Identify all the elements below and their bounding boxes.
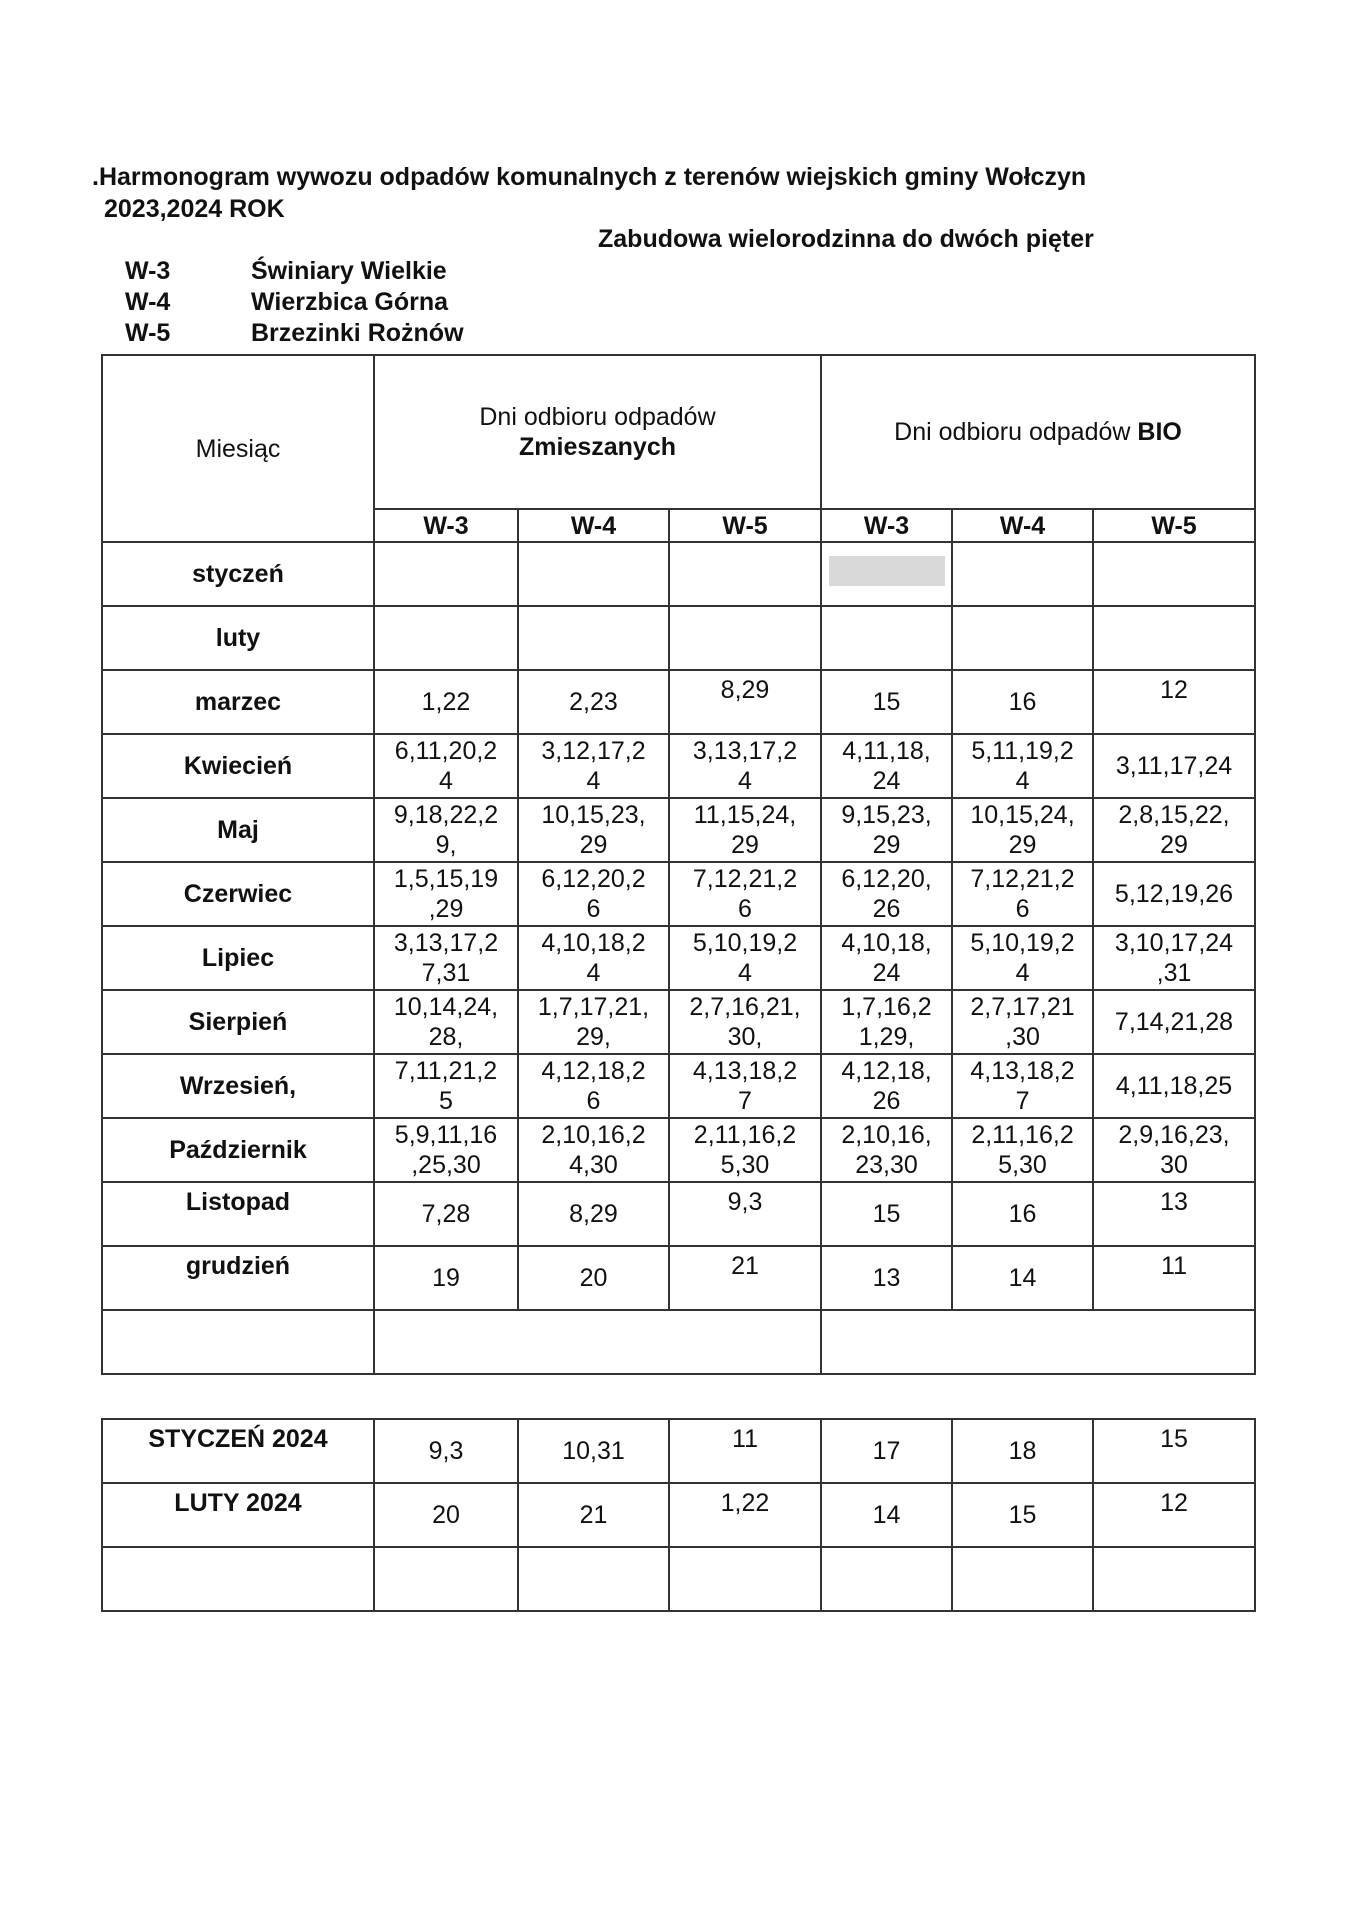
pickup-days: 12 xyxy=(1160,1489,1188,1517)
pickup-days-cell xyxy=(669,990,821,1054)
pickup-days-cell xyxy=(669,606,821,670)
pickup-days-cell xyxy=(518,990,669,1054)
pickup-days-cell xyxy=(374,862,518,926)
pickup-days: 4,13,18,2 7 xyxy=(970,1057,1075,1115)
pickup-days-cell xyxy=(669,1419,821,1483)
pickup-days: 2,9,16,23, 30 xyxy=(1118,1121,1230,1179)
pickup-days: 4,11,18,25 xyxy=(1115,1072,1233,1100)
table-row xyxy=(102,1182,1255,1246)
pickup-days-cell xyxy=(821,606,952,670)
pickup-days-cell xyxy=(518,606,669,670)
pickup-days: 15 xyxy=(872,1200,901,1228)
pickup-days-cell xyxy=(518,734,669,798)
subcolumn-header: W-5 xyxy=(669,509,821,542)
table-row xyxy=(102,1483,1255,1547)
pickup-days-cell xyxy=(952,990,1093,1054)
pickup-days: 10,14,24, 28, xyxy=(393,993,499,1051)
pickup-days: 2,7,16,21, 30, xyxy=(689,993,801,1051)
month-label: luty xyxy=(102,606,374,670)
document-title: .Harmonogram wywozu odpadów komunalnych z terenów wiejskich gminy Wołczyn xyxy=(92,163,1087,191)
pickup-days-cell xyxy=(821,1419,952,1483)
pickup-days-cell xyxy=(518,862,669,926)
pickup-days: 6,12,20,2 6 xyxy=(541,865,646,923)
pickup-days-cell xyxy=(952,1054,1093,1118)
pickup-days: 11,15,24, 29 xyxy=(693,801,797,859)
pickup-days: 13 xyxy=(1160,1188,1188,1216)
pickup-days-cell xyxy=(518,1246,669,1310)
month-label: Wrzesień, xyxy=(102,1054,374,1118)
pickup-days-cell xyxy=(952,1182,1093,1246)
pickup-days: 19 xyxy=(432,1264,460,1292)
legend-name: Wierzbica Górna xyxy=(251,288,449,316)
pickup-days-cell xyxy=(374,734,518,798)
pickup-days-cell xyxy=(821,1182,952,1246)
pickup-days-cell xyxy=(1093,1118,1255,1182)
pickup-days-cell xyxy=(952,542,1093,606)
pickup-days: 15 xyxy=(1008,1501,1037,1529)
pickup-days-cell xyxy=(669,542,821,606)
pickup-days-cell xyxy=(669,734,821,798)
pickup-days: 11 xyxy=(732,1425,758,1453)
table-row xyxy=(102,1118,1255,1182)
pickup-days: 16 xyxy=(1008,1200,1037,1228)
pickup-days-cell xyxy=(952,734,1093,798)
pickup-days: 21 xyxy=(731,1252,759,1280)
pickup-days: 9,3 xyxy=(727,1188,763,1216)
month-label: styczeń xyxy=(102,542,374,606)
schedule-table xyxy=(101,354,1256,1375)
bio-waste-header xyxy=(821,355,1255,509)
table-row xyxy=(102,990,1255,1054)
subcolumn-header: W-3 xyxy=(821,509,952,542)
pickup-days: 7,11,21,2 5 xyxy=(394,1057,498,1115)
pickup-days-cell xyxy=(374,1118,518,1182)
pickup-days: 2,8,15,22, 29 xyxy=(1118,801,1230,859)
pickup-days-cell xyxy=(821,926,952,990)
pickup-days: 5,12,19,26 xyxy=(1114,880,1234,908)
legend-code: W-5 xyxy=(125,319,171,347)
pickup-days: 8,29 xyxy=(720,676,770,704)
bio-header-prefix: Dni odbioru odpadów xyxy=(894,418,1138,446)
legend-name: Brzezinki Rożnów xyxy=(251,319,464,347)
pickup-days-cell xyxy=(374,1054,518,1118)
pickup-days-cell xyxy=(952,670,1093,734)
table-row xyxy=(102,1054,1255,1118)
pickup-days: 6,12,20, 26 xyxy=(841,865,932,923)
pickup-days-cell xyxy=(374,1246,518,1310)
pickup-days-cell xyxy=(669,1483,821,1547)
bio-header-bold: BIO xyxy=(1137,418,1182,446)
pickup-days: 3,12,17,2 4 xyxy=(541,737,646,795)
month-label: Lipiec xyxy=(102,926,374,990)
subcolumn-header: W-4 xyxy=(518,509,669,542)
pickup-days: 20 xyxy=(432,1501,460,1529)
pickup-days-cell xyxy=(518,1419,669,1483)
pickup-days: 6,11,20,2 4 xyxy=(394,737,498,795)
pickup-days: 5,9,11,16 ,25,30 xyxy=(394,1121,498,1179)
document-subtitle: 2023,2024 ROK xyxy=(104,195,285,223)
pickup-days-cell xyxy=(1093,542,1255,606)
pickup-days: 4,10,18, 24 xyxy=(841,929,932,987)
empty-cell xyxy=(952,1547,1093,1611)
pickup-days-cell xyxy=(821,990,952,1054)
pickup-days-cell xyxy=(821,798,952,862)
pickup-days: 10,15,24, 29 xyxy=(970,801,1075,859)
pickup-days-cell xyxy=(952,1246,1093,1310)
pickup-days: 17 xyxy=(872,1437,901,1465)
pickup-days: 3,10,17,24 ,31 xyxy=(1114,929,1234,987)
pickup-days-cell xyxy=(821,1054,952,1118)
table-row xyxy=(102,670,1255,734)
pickup-days: 2,23 xyxy=(569,688,618,716)
month-label: Czerwiec xyxy=(102,862,374,926)
mixed-header-line2: Zmieszanych xyxy=(519,433,677,461)
pickup-days: 10,31 xyxy=(562,1437,625,1465)
legend-item xyxy=(125,287,464,318)
empty-cell xyxy=(821,1310,1255,1374)
pickup-days: 3,11,17,24 xyxy=(1115,752,1233,780)
pickup-days: 9,15,23, 29 xyxy=(841,801,932,859)
pickup-days-cell xyxy=(669,926,821,990)
month-label: Listopad xyxy=(102,1182,374,1246)
pickup-days-cell xyxy=(518,1483,669,1547)
pickup-days-cell xyxy=(669,798,821,862)
legend-item xyxy=(125,256,464,287)
pickup-days: 2,11,16,2 5,30 xyxy=(693,1121,797,1179)
pickup-days: 2,7,17,21 ,30 xyxy=(970,993,1075,1051)
area-legend xyxy=(125,256,464,349)
pickup-days: 7,14,21,28 xyxy=(1114,1008,1234,1036)
empty-cell xyxy=(669,1547,821,1611)
pickup-days-cell xyxy=(1093,670,1255,734)
pickup-days: 18 xyxy=(1008,1437,1037,1465)
pickup-days: 2,10,16, 23,30 xyxy=(841,1121,932,1179)
pickup-days-cell xyxy=(518,1182,669,1246)
pickup-days: 15 xyxy=(872,688,901,716)
legend-code: W-4 xyxy=(125,288,171,316)
pickup-days: 4,11,18, 24 xyxy=(842,737,931,795)
pickup-days-cell xyxy=(952,862,1093,926)
pickup-days-cell xyxy=(374,670,518,734)
pickup-days: 14 xyxy=(1008,1264,1037,1292)
pickup-days-cell xyxy=(374,1182,518,1246)
pickup-days: 9,3 xyxy=(428,1437,464,1465)
empty-cell xyxy=(374,1547,518,1611)
empty-cell xyxy=(518,1547,669,1611)
pickup-days: 4,12,18,2 6 xyxy=(541,1057,646,1115)
month-label: LUTY 2024 xyxy=(102,1483,374,1547)
month-label: marzec xyxy=(102,670,374,734)
pickup-days-cell xyxy=(374,1483,518,1547)
empty-cell xyxy=(102,1310,374,1374)
pickup-days-cell xyxy=(1093,1246,1255,1310)
pickup-days-cell xyxy=(1093,1054,1255,1118)
pickup-days: 16 xyxy=(1008,688,1037,716)
pickup-days-cell xyxy=(518,1118,669,1182)
pickup-days: 12 xyxy=(1160,676,1188,704)
subcolumn-header: W-5 xyxy=(1093,509,1255,542)
month-label: Październik xyxy=(102,1118,374,1182)
subcolumn-header: W-3 xyxy=(374,509,518,542)
pickup-days: 9,18,22,2 9, xyxy=(393,801,499,859)
pickup-days-cell xyxy=(1093,798,1255,862)
pickup-days-cell xyxy=(1093,606,1255,670)
pickup-days-cell xyxy=(374,798,518,862)
pickup-days-cell xyxy=(374,1419,518,1483)
pickup-days: 15 xyxy=(1160,1425,1188,1453)
pickup-days: 8,29 xyxy=(569,1200,618,1228)
pickup-days: 10,15,23, 29 xyxy=(541,801,646,859)
pickup-days: 13 xyxy=(872,1264,901,1292)
pickup-days-cell xyxy=(669,670,821,734)
pickup-days-cell xyxy=(518,926,669,990)
pickup-days-cell xyxy=(952,1483,1093,1547)
pickup-days: 1,5,15,19 ,29 xyxy=(393,865,499,923)
table-row xyxy=(102,926,1255,990)
pickup-days: 1,7,17,21, 29, xyxy=(537,993,650,1051)
pickup-days-cell xyxy=(952,798,1093,862)
pickup-days-cell xyxy=(1093,926,1255,990)
month-label: STYCZEŃ 2024 xyxy=(102,1419,374,1483)
table-row xyxy=(102,734,1255,798)
legend-item xyxy=(125,318,464,349)
pickup-days-cell xyxy=(374,926,518,990)
pickup-days: 1,7,16,2 1,29, xyxy=(841,993,932,1051)
mixed-header-line1: Dni odbioru odpadów xyxy=(479,403,716,431)
pickup-days-cell xyxy=(952,1118,1093,1182)
schedule-table-2024 xyxy=(101,1418,1256,1612)
legend-name: Świniary Wielkie xyxy=(251,257,447,285)
pickup-days-cell xyxy=(821,542,952,606)
pickup-days-cell xyxy=(1093,1419,1255,1483)
table-row xyxy=(102,1419,1255,1483)
pickup-days: 2,11,16,2 5,30 xyxy=(971,1121,1074,1179)
empty-cell xyxy=(821,1547,952,1611)
pickup-days-cell xyxy=(374,990,518,1054)
pickup-days-cell xyxy=(821,1118,952,1182)
pickup-days: 2,10,16,2 4,30 xyxy=(541,1121,646,1179)
month-header: Miesiąc xyxy=(102,355,374,542)
table-row xyxy=(102,1246,1255,1310)
month-label: Sierpień xyxy=(102,990,374,1054)
pickup-days: 5,10,19,2 4 xyxy=(970,929,1075,987)
pickup-days: 4,12,18, 26 xyxy=(841,1057,932,1115)
pickup-days: 7,12,21,2 6 xyxy=(692,865,798,923)
pickup-days-cell xyxy=(821,734,952,798)
pickup-days: 11 xyxy=(1161,1252,1187,1280)
month-label: Maj xyxy=(102,798,374,862)
pickup-days-cell xyxy=(821,862,952,926)
pickup-days-cell xyxy=(669,1246,821,1310)
empty-cell xyxy=(374,1310,821,1374)
table-row xyxy=(102,798,1255,862)
pickup-days-cell xyxy=(821,670,952,734)
pickup-days: 5,10,19,2 4 xyxy=(692,929,798,987)
pickup-days: 3,13,17,2 7,31 xyxy=(393,929,499,987)
pickup-days: 14 xyxy=(872,1501,901,1529)
shaded-mark xyxy=(829,556,945,586)
pickup-days-cell xyxy=(669,1118,821,1182)
pickup-days: 7,28 xyxy=(421,1200,471,1228)
pickup-days: 3,13,17,2 4 xyxy=(692,737,798,795)
pickup-days: 1,22 xyxy=(421,688,471,716)
legend-code: W-3 xyxy=(125,257,171,285)
pickup-days-cell xyxy=(821,1483,952,1547)
pickup-days: 21 xyxy=(579,1501,608,1529)
pickup-days-cell xyxy=(669,1182,821,1246)
table-row xyxy=(102,542,1255,606)
pickup-days: 7,12,21,2 6 xyxy=(970,865,1075,923)
table-row xyxy=(102,606,1255,670)
pickup-days: 5,11,19,2 4 xyxy=(971,737,1074,795)
pickup-days: 4,10,18,2 4 xyxy=(541,929,646,987)
pickup-days: 20 xyxy=(579,1264,608,1292)
subcolumn-header: W-4 xyxy=(952,509,1093,542)
pickup-days-cell xyxy=(1093,990,1255,1054)
pickup-days-cell xyxy=(821,1246,952,1310)
pickup-days-cell xyxy=(952,926,1093,990)
pickup-days-cell xyxy=(669,1054,821,1118)
month-label: grudzień xyxy=(102,1246,374,1310)
pickup-days-cell xyxy=(374,542,518,606)
pickup-days-cell xyxy=(1093,862,1255,926)
pickup-days-cell xyxy=(669,862,821,926)
building-type: Zabudowa wielorodzinna do dwóch pięter xyxy=(598,225,1094,253)
pickup-days-cell xyxy=(374,606,518,670)
mixed-waste-header xyxy=(374,355,821,509)
pickup-days-cell xyxy=(952,606,1093,670)
pickup-days-cell xyxy=(518,670,669,734)
month-label: Kwiecień xyxy=(102,734,374,798)
pickup-days-cell xyxy=(518,1054,669,1118)
empty-cell xyxy=(102,1547,374,1611)
pickup-days-cell xyxy=(518,798,669,862)
pickup-days-cell xyxy=(518,542,669,606)
pickup-days: 4,13,18,2 7 xyxy=(692,1057,798,1115)
pickup-days: 1,22 xyxy=(720,1489,770,1517)
empty-cell xyxy=(1093,1547,1255,1611)
pickup-days-cell xyxy=(1093,734,1255,798)
table-row xyxy=(102,862,1255,926)
pickup-days-cell xyxy=(1093,1182,1255,1246)
pickup-days-cell xyxy=(952,1419,1093,1483)
pickup-days-cell xyxy=(1093,1483,1255,1547)
